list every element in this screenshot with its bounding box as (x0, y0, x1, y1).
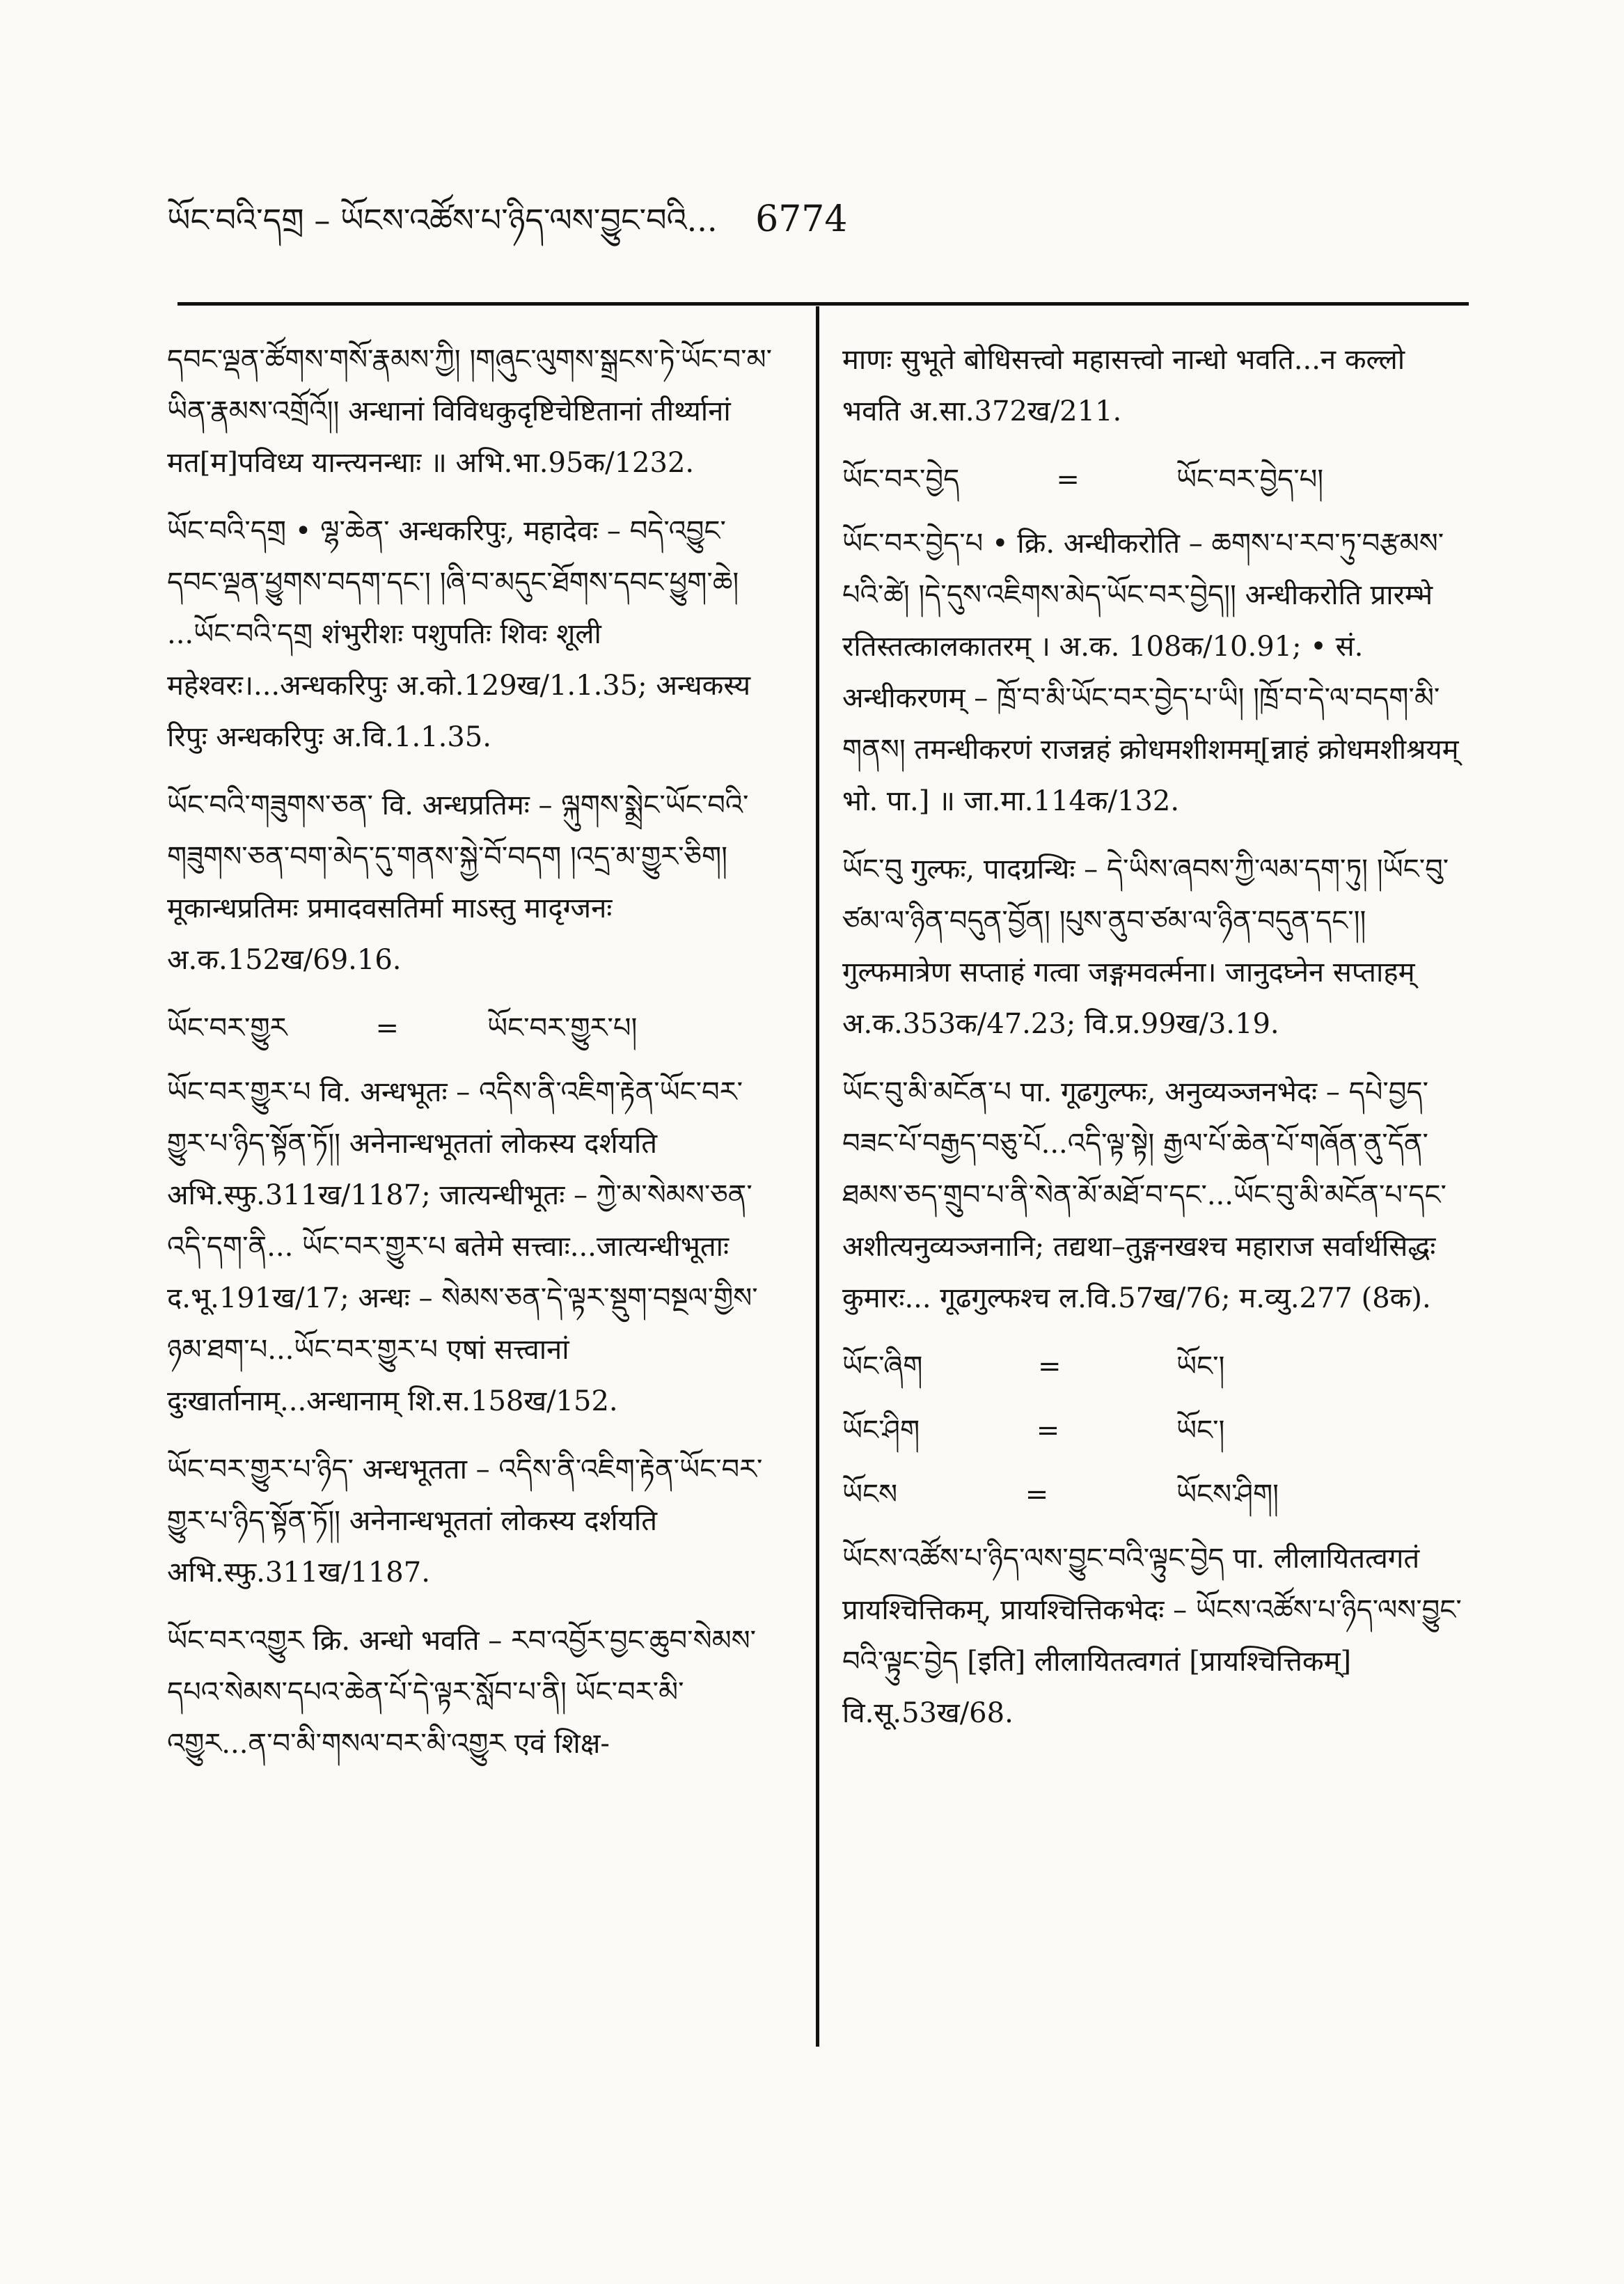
dictionary-entry (167, 1615, 780, 1770)
xref-headword: ཡོངས (842, 1479, 898, 1511)
equals-sign: = (1025, 1479, 1049, 1511)
entry-text: ཡོང་བའི་དགྲ • ལྷ་ཆེན་ अन्धकरिपुः, महादेवः – བདེ་འབྱུང་དབང་ལྡན་ཕྱུགས་བདག་དང་། །ཞི་བ་མདུང་ཐོགས་དབང་ཕྱུག་ཆེ། ...ཡོང་བའི་དགྲ शंभुरीशः पशुपतिः शिवः शूली महेश्वरः।...अन्धकरिपुः अ.को.129ख/1.1.35; अन्धकस्य रिपुः अन्धकरिपुः अ.वि.1.1.35. (167, 515, 751, 753)
entry-text: ཡོང་བར་གྱུར་པ वि. अन्धभूतः – འདིས་ནི་འཇིག་རྟེན་ཡོང་བར་གྱུར་པ་ཉིད་སྟོན་ཏོ།། अनेनान्धभूततां लोकस्य दर्शयति अभि.स्फु.311ख/1187; जात्यन्धीभूतः – ཀྱེ་མ་སེམས་ཅན་འདི་དག་ནི... ཡོང་བར་གྱུར་པ बतेमे सत्त्वाः...जात्यन्धीभूताः द.भू.191ख/17; अन्धः – སེམས་ཅན་དེ་ལྟར་སྡུག་བསྔལ་གྱིས་ཉམ་ཐག་པ...ཡོང་བར་གྱུར་པ एषां सत्त्वानां दुःखार्तानाम्...अन्धानाम् शि.स.158ख/152. (167, 1076, 758, 1417)
dictionary-entry (842, 518, 1469, 827)
equals-sign: = (375, 1012, 400, 1044)
xref-headword: ཡོང་བར་གྱུར (167, 1012, 287, 1044)
xref-target: ཡོང་། (1176, 1350, 1225, 1383)
running-header (167, 195, 1469, 244)
running-title: ཡོང་བའི་དགྲ – ཡོངས་འཚོས་པ་ཉིད་ལས་བྱུང་བའི... (167, 201, 718, 239)
xref-target: ཡོང་བར་བྱེད་པ། (1176, 464, 1324, 496)
dictionary-entry (167, 334, 780, 489)
dictionary-entry (842, 1533, 1469, 1739)
xref-headword: ཡོང་ཤིག (842, 1415, 920, 1447)
entry-text: ཡོང་བའི་གཟུགས་ཅན་ वि. अन्धप्रतिमः – ལྐུགས་སྨྲེང་ཡོང་བའི་གཟུགས་ཅན་བག་མེད་དུ་གནས་སྐྱེ་བོ་བདག །འདྲ་མ་གྱུར་ཅིག། मूकान्धप्रतिमः प्रमादवसतिर्मा माऽस्तु मादृग्जनः अ.क.152ख/69.16. (167, 789, 749, 976)
cross-reference (842, 1469, 1469, 1520)
xref-target: ཡོང་། (1176, 1415, 1225, 1447)
cross-reference (842, 1405, 1469, 1456)
dictionary-entry (167, 505, 780, 763)
entry-text: ཡོང་བར་འགྱུར क्रि. अन्धो भवति – རབ་འབྱོར་བྱང་ཆུབ་སེམས་དཔའ་སེམས་དཔའ་ཆེན་པོ་དེ་ལྟར་སློབ་པ་ནི། ཡོང་བར་མི་འགྱུར...ན་བ་མི་གསལ་བར་མི་འགྱུར एवं शिक्ष- (167, 1625, 757, 1760)
cross-reference (167, 1002, 780, 1054)
xref-target: ཡོངས་ཤིག། (1176, 1479, 1279, 1511)
dictionary-entry (167, 780, 780, 986)
equals-sign: = (1056, 464, 1080, 496)
left-column (167, 334, 780, 1786)
page-number: 6774 (755, 198, 848, 240)
entry-text: ཡོང་བར་གྱུར་པ་ཉིད་ अन्धभूतता – འདིས་ནི་འཇིག་རྟེན་ཡོང་བར་གྱུར་པ་ཉིད་སྟོན་ཏོ།། अनेनान्धभूततां लोकस्य दर्शयति अभि.स्फु.311ख/1187. (167, 1454, 763, 1589)
column-divider (816, 306, 819, 2047)
xref-target: ཡོང་བར་གྱུར་པ། (487, 1012, 638, 1044)
header-rule (178, 302, 1469, 306)
entry-text: ཡོང་བུ་མི་མངོན་པ पा. गूढगुल्फः, अनुव्यञ्जनभेदः – དཔེ་བྱད་བཟང་པོ་བརྒྱད་བཅུ་པོ...འདི་ལྟ་སྟེ། རྒྱལ་པོ་ཆེན་པོ་གཞོན་ནུ་དོན་ཐམས་ཅད་གྲུབ་པ་ནི་སེན་མོ་མཐོ་བ་དང་...ཡོང་བུ་མི་མངོན་པ་དང་ अशीत्यनुव्यञ्जनानि; तद्यथा–तुङ्गनखश्च महाराज सर्वार्थसिद्धः कुमारः... गूढगुल्फश्च ल.वि.57ख/76; म.व्यु.277 (8क). (842, 1076, 1446, 1314)
dictionary-entry (167, 1444, 780, 1598)
entry-text: ཡོང་བར་བྱེད་པ • क्रि. अन्धीकरोति – ཆགས་པ་རབ་ཏུ་བརྩམས་པའི་ཚེ། །དེ་དུས་འཇིགས་མེད་ཡོང་བར་བྱེད།། अन्धीकरोति प्रारम्भे रतिस्तत्कालकातरम् । अ.क. 108क/10.91; • सं. अन्धीकरणम् – ཁྲོ་བ་མི་ཡོང་བར་བྱེད་པ་ཡི། །ཁྲོ་བ་དེ་ལ་བདག་མི་གནས། तमन्धीकरणं राजन्नहं क्रोधमशीशमम्[न्नाहं क्रोधमशीश्रयम् भो. पा.] ॥ जा.मा.114क/132. (842, 528, 1459, 817)
entry-text: ཡོངས་འཚོས་པ་ཉིད་ལས་བྱུང་བའི་ལྟུང་བྱེད पा. लीलायितत्वगतं प्रायश्चित्तिकम्, प्रायश्चित्तिकभेदः – ཡོངས་འཚོས་པ་ཉིད་ལས་བྱུང་བའི་ལྟུང་བྱེད [इति] लीलायितत्वगतं [प्रायश्चित्तिकम्] वि.सू.53ख/68. (842, 1543, 1462, 1729)
entry-text: དབང་ལྡན་ཚོགས་གསོ་རྣམས་ཀྱི། །གཞུང་ལུགས་སྒྲངས་ཏེ་ཡོང་བ་མ་ཡིན་རྣམས་འགྲོའོ།། अन्धानां विविधकुदृष्टिचेष्टितानां तीर्थ्यानां मत[म]पविध्य यान्त्यनन्धाः ॥ अभि.भा.95क/1232. (167, 344, 773, 479)
dictionary-entry (842, 1066, 1469, 1324)
xref-headword: ཡོང་བར་བྱེད (842, 464, 960, 496)
cross-reference (842, 1341, 1469, 1392)
entry-text: ཡོང་བུ गुल्फः, पादग्रन्थिः – དེ་ཡིས་ཞབས་ཀྱི་ལམ་དག་ཏུ། །ཡོང་བུ་ཙམ་ལ་ཉིན་བདུན་བྱོན། །པུས་ནུབ་ཙམ་ལ་ཉིན་བདུན་དང་།། गुल्फमात्रेण सप्ताहं गत्वा जङ्गमवर्त्मना। जानुदघ्नेन सप्ताहम् अ.क.353क/47.23; वि.प्र.99ख/3.19. (842, 853, 1449, 1040)
entry-text: माणः सुभूते बोधिसत्त्वो महासत्त्वो नान्धो भवति...न कल्लो भवति अ.सा.372ख/211. (842, 344, 1405, 427)
cross-reference (842, 454, 1469, 505)
xref-headword: ཡོང་ཞིག (842, 1350, 923, 1383)
dictionary-entry (167, 1066, 780, 1427)
dictionary-entry (842, 844, 1469, 1050)
dictionary-entry (842, 334, 1469, 437)
equals-sign: = (1036, 1415, 1060, 1447)
right-column (842, 334, 1469, 1756)
equals-sign: = (1037, 1350, 1062, 1383)
